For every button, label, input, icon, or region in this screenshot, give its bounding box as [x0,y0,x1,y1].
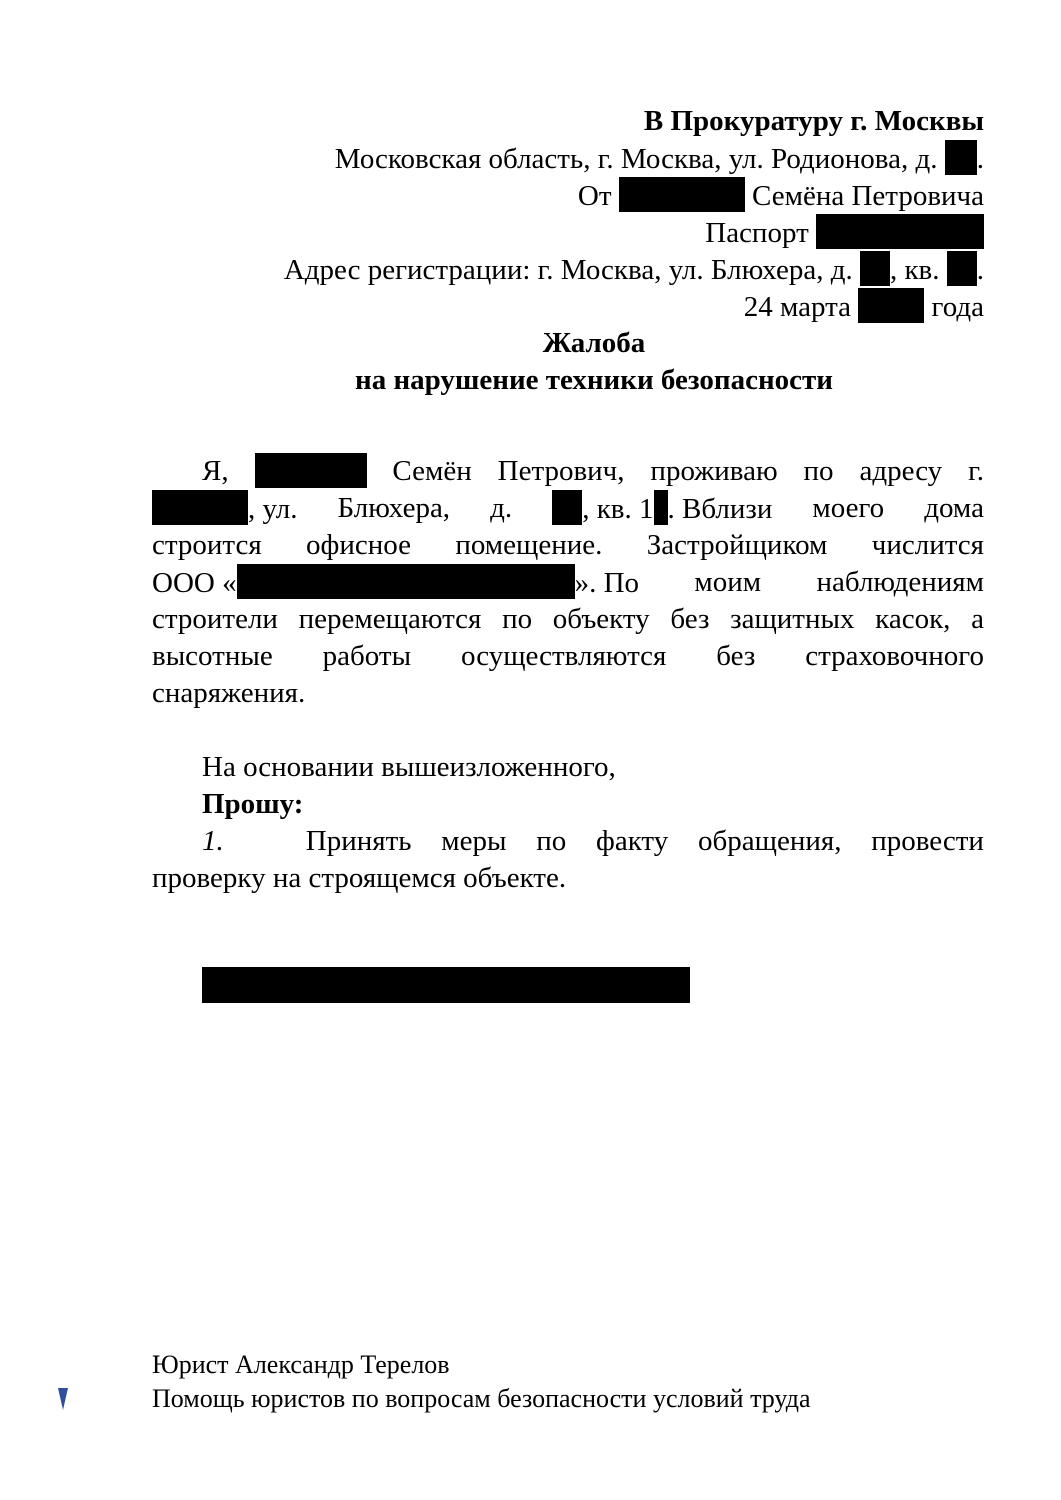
redaction-apt-body [654,490,668,525]
request-item-line-1 [202,823,984,860]
word: без [670,603,710,635]
word: страховочного [805,640,984,672]
redaction-house-number [945,140,977,175]
word: осуществляются [461,640,667,672]
list-item-number: 1. [202,825,224,857]
text-fragment: проверку на строящемся объекте. [152,862,567,894]
word: по [536,825,567,857]
title-line-2 [0,362,1061,399]
word: меры [441,825,507,857]
footer-tagline-line [152,1382,811,1415]
word: Петрович, [497,455,625,487]
paragraph-line-6 [152,638,984,675]
word: помещение. [455,529,603,561]
document-title: Жалоба [542,327,646,359]
from-line [578,177,984,214]
footer-tagline: Помощь юристов по вопросам безопасности условий труда [152,1384,811,1413]
basis-text: На основании вышеизложенного, [202,751,616,783]
from-prefix: От [577,180,612,212]
word: г. [968,455,984,487]
word: перемещаются [298,603,482,635]
redaction-reg-apt [947,251,977,286]
text-fragment: снаряжения. [152,677,306,709]
recipient-address-line [335,140,984,177]
word: Застройщиком [646,529,828,561]
footer-author: Юрист Александр Терелов [152,1350,450,1379]
document-subtitle: на нарушение техники безопасности [354,364,834,396]
word: работы [322,640,412,672]
word: моим [694,566,762,598]
redaction-signature [202,967,690,1003]
redaction-house-body [552,490,582,525]
word: строится [152,529,262,561]
recipient-line [644,103,984,140]
paragraph-line-1 [202,453,984,490]
redaction-surname-body [255,453,367,488]
date-line [744,288,984,325]
paragraph-line-2 [152,490,984,527]
paragraph-line-7 [152,675,305,712]
triangle-marker-icon [58,1388,68,1410]
basis-line [202,749,616,786]
redaction-surname [619,177,745,212]
word: высотные [152,640,273,672]
request-heading: Прошу: [202,788,304,820]
word: строители [152,603,278,635]
request-item-line-2 [152,860,566,897]
word: провести [871,825,984,857]
word: объекту [552,603,650,635]
word: числится [871,529,984,561]
passport-line [705,214,984,251]
paragraph-line-5 [152,601,984,638]
word: обращения, [697,825,842,857]
from-name: Семёна Петровича [752,180,984,212]
text-fragment: . Вблизи [667,493,773,525]
redaction-reg-house [860,251,890,286]
word: Блюхера, [337,492,451,524]
word: проживаю [650,455,778,487]
redaction-year [858,288,924,323]
word: моего [812,492,885,524]
footer-author-line [152,1348,450,1381]
passport-label: Паспорт [705,217,809,249]
word: касок, [875,603,951,635]
word: адресу [859,455,943,487]
date-suffix: года [931,291,984,323]
period: . [976,254,984,286]
text-fragment: ООО « [152,567,237,599]
word: офисное [306,529,411,561]
text-fragment: , ул. [248,493,298,525]
word: защитных [730,603,855,635]
word: Принять [305,825,412,857]
title-line-1 [0,325,1061,362]
date-prefix: 24 марта [743,291,852,323]
word: а [971,603,984,635]
reg-address-line [284,251,984,288]
text-fragment: , кв. 1 [582,493,654,525]
redaction-company [237,564,575,599]
text-fragment: ». По [574,567,640,599]
word: факту [596,825,669,857]
word: наблюдениям [816,566,984,598]
word: дома [924,492,984,524]
redaction-passport [816,214,984,249]
recipient: В Прокуратуру г. Москвы [643,105,984,137]
word: без [716,640,756,672]
reg-address-apt: , кв. [889,254,940,286]
word: по [502,603,533,635]
word: Семён [392,455,472,487]
request-heading-line [202,786,303,823]
recipient-address: Московская область, г. Москва, ул. Родионова, д. [334,143,938,175]
word: по [803,455,834,487]
paragraph-line-4 [152,564,984,601]
text-start: Я, [202,455,229,487]
word: д. [490,492,513,524]
period: . [976,143,984,175]
redaction-city [152,490,248,525]
paragraph-line-3 [152,527,984,564]
reg-address-prefix: Адрес регистрации: г. Москва, ул. Блюхера, д. [283,254,853,286]
